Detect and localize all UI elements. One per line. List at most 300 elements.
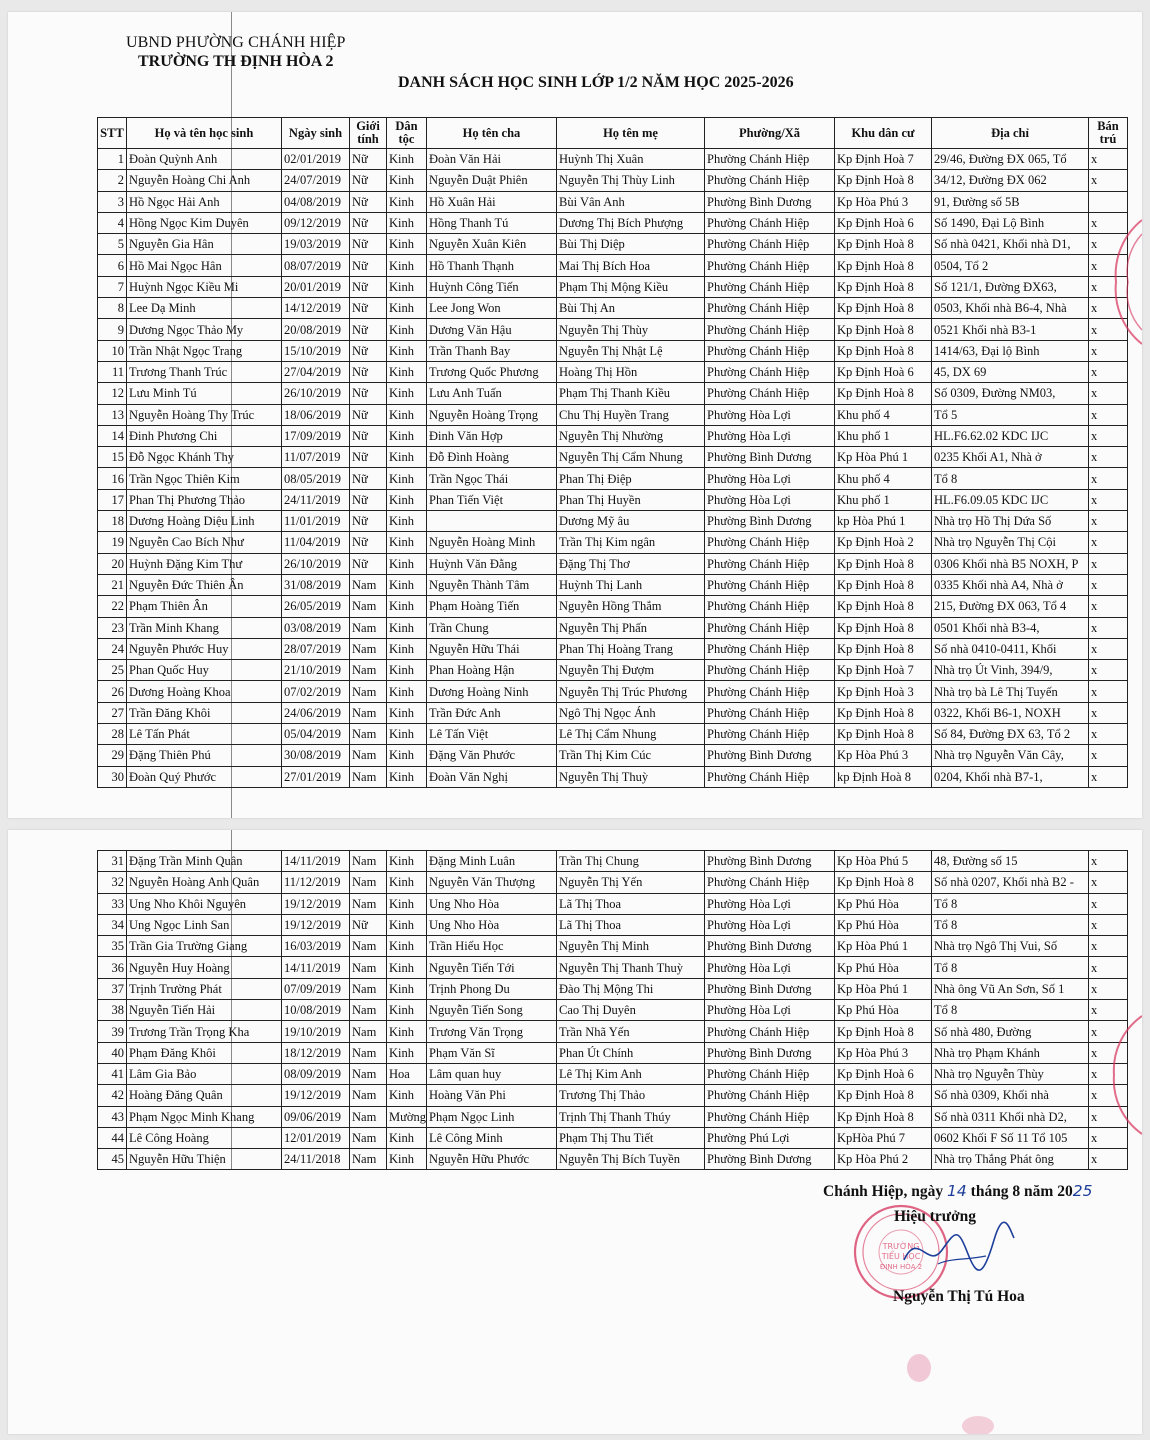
cell-address: Số nhà 0207, Khối nhà B2 -	[932, 872, 1089, 893]
cell-residential-area: kp Định Hoà 8	[835, 766, 932, 787]
cell-father-name: Trần Thanh Bay	[427, 340, 557, 361]
cell-boarding: x	[1089, 851, 1128, 872]
cell-ethnicity: Kinh	[387, 1085, 427, 1106]
cell-stt: 45	[98, 1149, 127, 1170]
cell-dob: 10/08/2019	[282, 1000, 350, 1021]
document-title: DANH SÁCH HỌC SINH LỚP 1/2 NĂM HỌC 2025-2026	[398, 74, 794, 91]
cell-student-name: Phạm Đăng Khôi	[127, 1042, 282, 1063]
cell-address: Nhà trọ Nguyễn Thùy	[932, 1063, 1089, 1084]
cell-stt: 21	[98, 574, 127, 595]
cell-residential-area: Kp Định Hoà 8	[835, 1085, 932, 1106]
col-header-dob: Ngày sinh	[282, 118, 350, 149]
cell-stt: 37	[98, 978, 127, 999]
cell-gender: Nam	[350, 766, 387, 787]
cell-residential-area: Khu phố 1	[835, 425, 932, 446]
cell-father-name	[427, 511, 557, 532]
cell-address: 0306 Khối nhà B5 NOXH, P	[932, 553, 1089, 574]
cell-stt: 5	[98, 234, 127, 255]
cell-father-name: Trần Đức Anh	[427, 702, 557, 723]
cell-student-name: Nguyễn Hữu Thiện	[127, 1149, 282, 1170]
cell-mother-name: Mai Thị Bích Hoa	[557, 255, 705, 276]
cell-boarding: x	[1089, 298, 1128, 319]
cell-student-name: Trần Ngọc Thiên Kim	[127, 468, 282, 489]
cell-father-name: Nguyễn Thành Tâm	[427, 574, 557, 595]
cell-father-name: Đặng Văn Phước	[427, 745, 557, 766]
cell-ethnicity: Kinh	[387, 724, 427, 745]
cell-dob: 17/09/2019	[282, 425, 350, 446]
cell-dob: 20/08/2019	[282, 319, 350, 340]
cell-ward: Phường Chánh Hiệp	[705, 724, 835, 745]
cell-gender: Nam	[350, 1042, 387, 1063]
cell-stt: 40	[98, 1042, 127, 1063]
cell-gender: Nam	[350, 872, 387, 893]
cell-address: 0335 Khối nhà A4, Nhà ở	[932, 574, 1089, 595]
cell-ethnicity: Kinh	[387, 212, 427, 233]
cell-father-name: Hồng Thanh Tú	[427, 212, 557, 233]
cell-mother-name: Nguyễn Thị Thùy	[557, 319, 705, 340]
header-block	[126, 34, 346, 71]
cell-address: Tổ 8	[932, 957, 1089, 978]
table-row	[98, 553, 1128, 574]
cell-father-name: Huỳnh Văn Đằng	[427, 553, 557, 574]
table-row	[98, 276, 1128, 297]
col-header-residential-area: Khu dân cư	[835, 118, 932, 149]
cell-ward: Phường Chánh Hiệp	[705, 276, 835, 297]
cell-address: Số 0309, Đường NM03,	[932, 383, 1089, 404]
cell-gender: Nữ	[350, 234, 387, 255]
cell-dob: 08/09/2019	[282, 1063, 350, 1084]
cell-gender: Nam	[350, 574, 387, 595]
cell-student-name: Huỳnh Ngọc Kiều Mi	[127, 276, 282, 297]
table-row	[98, 1127, 1128, 1148]
cell-residential-area: Kp Định Hoà 8	[835, 553, 932, 574]
cell-dob: 04/08/2019	[282, 191, 350, 212]
cell-boarding: x	[1089, 383, 1128, 404]
table-row	[98, 660, 1128, 681]
cell-father-name: Lâm quan huy	[427, 1063, 557, 1084]
cell-residential-area: Kp Định Hoà 8	[835, 319, 932, 340]
cell-address: Số nhà 0311 Khối nhà D2,	[932, 1106, 1089, 1127]
cell-dob: 08/05/2019	[282, 468, 350, 489]
svg-text:ĐỊNH HÒA 2: ĐỊNH HÒA 2	[879, 1263, 923, 1271]
cell-stt: 29	[98, 745, 127, 766]
cell-ethnicity: Kinh	[387, 745, 427, 766]
cell-boarding: x	[1089, 276, 1128, 297]
cell-mother-name: Nguyễn Thị Cẩm Nhung	[557, 447, 705, 468]
cell-ward: Phường Chánh Hiệp	[705, 553, 835, 574]
table-row	[98, 1042, 1128, 1063]
cell-student-name: Nguyễn Tiến Hải	[127, 1000, 282, 1021]
cell-address: Nhà trọ Nguyễn Văn Cây,	[932, 745, 1089, 766]
cell-dob: 16/03/2019	[282, 936, 350, 957]
cell-stt: 19	[98, 532, 127, 553]
cell-address: Nhà trọ Ngô Thị Vui, Số	[932, 936, 1089, 957]
table-row	[98, 766, 1128, 787]
cell-dob: 21/10/2019	[282, 660, 350, 681]
cell-ethnicity: Kinh	[387, 617, 427, 638]
cell-father-name: Trương Văn Trọng	[427, 1021, 557, 1042]
cell-stt: 18	[98, 511, 127, 532]
cell-address: 0504, Tổ 2	[932, 255, 1089, 276]
cell-dob: 20/01/2019	[282, 276, 350, 297]
cell-father-name: Nguyễn Hoàng Minh	[427, 532, 557, 553]
cell-stt: 31	[98, 851, 127, 872]
table-row	[98, 936, 1128, 957]
cell-stt: 35	[98, 936, 127, 957]
cell-gender: Nam	[350, 1021, 387, 1042]
cell-student-name: Đoàn Quý Phước	[127, 766, 282, 787]
cell-address: 0235 Khối A1, Nhà ở	[932, 447, 1089, 468]
cell-residential-area: Kp Hòa Phú 3	[835, 191, 932, 212]
cell-stt: 17	[98, 489, 127, 510]
cell-student-name: Nguyễn Đức Thiên Ân	[127, 574, 282, 595]
cell-boarding: x	[1089, 340, 1128, 361]
cell-stt: 41	[98, 1063, 127, 1084]
cell-residential-area: Kp Định Hoà 8	[835, 724, 932, 745]
cell-residential-area: Kp Định Hoà 8	[835, 574, 932, 595]
cell-ethnicity: Kinh	[387, 425, 427, 446]
cell-student-name: Nguyễn Cao Bích Như	[127, 532, 282, 553]
cell-gender: Nữ	[350, 489, 387, 510]
cell-residential-area: Kp Định Hoà 8	[835, 1106, 932, 1127]
cell-address: Số 84, Đường ĐX 63, Tổ 2	[932, 724, 1089, 745]
cell-address: 0503, Khối nhà B6-4, Nhà	[932, 298, 1089, 319]
cell-student-name: Trần Gia Trường Giang	[127, 936, 282, 957]
cell-stt: 14	[98, 425, 127, 446]
cell-ethnicity: Kinh	[387, 893, 427, 914]
cell-dob: 18/12/2019	[282, 1042, 350, 1063]
cell-father-name: Hồ Xuân Hải	[427, 191, 557, 212]
cell-stt: 30	[98, 766, 127, 787]
handwritten-day: 14	[947, 1182, 967, 1200]
cell-dob: 19/12/2019	[282, 893, 350, 914]
cell-gender: Nam	[350, 745, 387, 766]
cell-residential-area: Kp Định Hoà 8	[835, 276, 932, 297]
cell-student-name: Lưu Minh Tú	[127, 383, 282, 404]
cell-ward: Phường Chánh Hiệp	[705, 532, 835, 553]
cell-boarding: x	[1089, 170, 1128, 191]
cell-gender: Nữ	[350, 425, 387, 446]
cell-gender: Nam	[350, 936, 387, 957]
cell-residential-area: Kp Định Hoà 3	[835, 681, 932, 702]
cell-father-name: Phạm Hoàng Tiến	[427, 596, 557, 617]
cell-address: 0322, Khối B6-1, NOXH	[932, 702, 1089, 723]
cell-ethnicity: Kinh	[387, 1042, 427, 1063]
cell-address: 215, Đường ĐX 063, Tổ 4	[932, 596, 1089, 617]
cell-residential-area: Kp Hòa Phú 1	[835, 936, 932, 957]
cell-student-name: Nguyễn Hoàng Thy Trúc	[127, 404, 282, 425]
cell-mother-name: Chu Thị Huyền Trang	[557, 404, 705, 425]
cell-father-name: Lê Tấn Việt	[427, 724, 557, 745]
cell-gender: Nữ	[350, 340, 387, 361]
cell-ethnicity: Kinh	[387, 660, 427, 681]
cell-mother-name: Nguyễn Thị Thanh Thuỳ	[557, 957, 705, 978]
cell-boarding: x	[1089, 1000, 1128, 1021]
table-row	[98, 361, 1128, 382]
cell-gender: Nữ	[350, 361, 387, 382]
cell-mother-name: Lã Thị Thoa	[557, 893, 705, 914]
cell-mother-name: Phan Út Chính	[557, 1042, 705, 1063]
cell-student-name: Trương Trần Trọng Kha	[127, 1021, 282, 1042]
cell-ward: Phường Bình Dương	[705, 978, 835, 999]
cell-mother-name: Nguyễn Thị Phấn	[557, 617, 705, 638]
table-row	[98, 893, 1128, 914]
cell-student-name: Trịnh Trường Phát	[127, 978, 282, 999]
student-table-page-2	[97, 850, 1128, 1170]
cell-mother-name: Huỳnh Thị Xuân	[557, 149, 705, 170]
cell-gender: Nữ	[350, 447, 387, 468]
cell-gender: Nam	[350, 978, 387, 999]
cell-father-name: Đoàn Văn Nghị	[427, 766, 557, 787]
cell-ward: Phường Phú Lợi	[705, 1127, 835, 1148]
cell-ward: Phường Chánh Hiệp	[705, 319, 835, 340]
col-header-ethnicity: Dân tộc	[387, 118, 427, 149]
table-row	[98, 489, 1128, 510]
cell-dob: 15/10/2019	[282, 340, 350, 361]
cell-gender: Nam	[350, 638, 387, 659]
cell-address: 91, Đường số 5B	[932, 191, 1089, 212]
cell-gender: Nữ	[350, 170, 387, 191]
cell-address: Tổ 8	[932, 893, 1089, 914]
cell-ward: Phường Hòa Lợi	[705, 1000, 835, 1021]
cell-student-name: Trần Nhật Ngọc Trang	[127, 340, 282, 361]
cell-address: 1414/63, Đại lộ Bình	[932, 340, 1089, 361]
cell-stt: 3	[98, 191, 127, 212]
cell-father-name: Phạm Văn Sĩ	[427, 1042, 557, 1063]
cell-student-name: Hoàng Đăng Quân	[127, 1085, 282, 1106]
cell-stt: 33	[98, 893, 127, 914]
cell-residential-area: Kp Phú Hòa	[835, 893, 932, 914]
cell-ethnicity: Kinh	[387, 340, 427, 361]
cell-stt: 12	[98, 383, 127, 404]
cell-student-name: Đỗ Ngọc Khánh Thy	[127, 447, 282, 468]
cell-boarding: x	[1089, 745, 1128, 766]
cell-mother-name: Lã Thị Thoa	[557, 914, 705, 935]
cell-address: Nhà trọ bà Lê Thị Tuyến	[932, 681, 1089, 702]
signature-block	[823, 1182, 1133, 1305]
cell-address: 45, DX 69	[932, 361, 1089, 382]
cell-ward: Phường Hòa Lợi	[705, 893, 835, 914]
svg-text:TRƯỜNG: TRƯỜNG	[882, 1242, 920, 1251]
cell-student-name: Phạm Thiên Ân	[127, 596, 282, 617]
table-row	[98, 404, 1128, 425]
col-header-ward: Phường/Xã	[705, 118, 835, 149]
cell-gender: Nữ	[350, 404, 387, 425]
cell-stt: 43	[98, 1106, 127, 1127]
cell-ward: Phường Bình Dương	[705, 851, 835, 872]
cell-ward: Phường Hòa Lợi	[705, 957, 835, 978]
cell-stt: 42	[98, 1085, 127, 1106]
table-row	[98, 957, 1128, 978]
cell-ethnicity: Kinh	[387, 255, 427, 276]
cell-dob: 19/03/2019	[282, 234, 350, 255]
cell-address: Tổ 8	[932, 468, 1089, 489]
cell-father-name: Huỳnh Công Tiến	[427, 276, 557, 297]
cell-residential-area: Kp Định Hoà 7	[835, 660, 932, 681]
cell-boarding: x	[1089, 574, 1128, 595]
cell-mother-name: Phạm Thị Thu Tiết	[557, 1127, 705, 1148]
cell-student-name: Nguyễn Gia Hân	[127, 234, 282, 255]
cell-boarding: x	[1089, 489, 1128, 510]
cell-mother-name: Nguyễn Thị Bích Tuyền	[557, 1149, 705, 1170]
cell-ward: Phường Chánh Hiệp	[705, 149, 835, 170]
cell-father-name: Đoàn Văn Hải	[427, 149, 557, 170]
cell-gender: Nam	[350, 957, 387, 978]
cell-boarding: x	[1089, 724, 1128, 745]
cell-residential-area: Kp Hòa Phú 2	[835, 1149, 932, 1170]
cell-student-name: Nguyễn Hoàng Anh Quân	[127, 872, 282, 893]
seal-fragment-icon	[1098, 1010, 1142, 1140]
cell-address: Số nhà 0309, Khối nhà	[932, 1085, 1089, 1106]
cell-dob: 26/10/2019	[282, 383, 350, 404]
cell-ward: Phường Bình Dương	[705, 745, 835, 766]
cell-gender: Nữ	[350, 914, 387, 935]
table-row	[98, 149, 1128, 170]
table-row	[98, 596, 1128, 617]
cell-ward: Phường Chánh Hiệp	[705, 1021, 835, 1042]
cell-stt: 7	[98, 276, 127, 297]
table-row	[98, 468, 1128, 489]
cell-father-name: Nguyễn Tiến Song	[427, 1000, 557, 1021]
cell-gender: Nam	[350, 702, 387, 723]
cell-address: HL.F6.62.02 KDC IJC	[932, 425, 1089, 446]
cell-ethnicity: Kinh	[387, 914, 427, 935]
table-row	[98, 298, 1128, 319]
cell-gender: Nam	[350, 724, 387, 745]
cell-ward: Phường Hòa Lợi	[705, 425, 835, 446]
cell-father-name: Nguyễn Xuân Kiên	[427, 234, 557, 255]
cell-father-name: Lưu Anh Tuấn	[427, 383, 557, 404]
cell-mother-name: Nguyễn Hồng Thắm	[557, 596, 705, 617]
cell-residential-area: Khu phố 4	[835, 404, 932, 425]
cell-father-name: Nguyễn Tiến Tới	[427, 957, 557, 978]
cell-stt: 36	[98, 957, 127, 978]
cell-father-name: Nguyễn Văn Thượng	[427, 872, 557, 893]
table-row	[98, 872, 1128, 893]
cell-ethnicity: Kinh	[387, 681, 427, 702]
cell-boarding: x	[1089, 425, 1128, 446]
cell-residential-area: Kp Định Hoà 8	[835, 383, 932, 404]
handwritten-year: 25	[1072, 1182, 1093, 1200]
cell-ward: Phường Chánh Hiệp	[705, 702, 835, 723]
cell-boarding: x	[1089, 447, 1128, 468]
cell-stt: 23	[98, 617, 127, 638]
cell-address: 48, Đường số 15	[932, 851, 1089, 872]
cell-stt: 16	[98, 468, 127, 489]
cell-father-name: Phạm Ngọc Linh	[427, 1106, 557, 1127]
table-row	[98, 1021, 1128, 1042]
cell-ethnicity: Kinh	[387, 574, 427, 595]
cell-ethnicity: Kinh	[387, 511, 427, 532]
cell-father-name: Hoàng Văn Phi	[427, 1085, 557, 1106]
cell-ward: Phường Hòa Lợi	[705, 489, 835, 510]
seal-mark-icon	[901, 1350, 937, 1386]
col-header-mother: Họ tên mẹ	[557, 118, 705, 149]
cell-student-name: Hồ Ngọc Hải Anh	[127, 191, 282, 212]
school-name: TRƯỜNG TH ĐỊNH HÒA 2	[137, 53, 334, 70]
cell-student-name: Đoàn Quỳnh Anh	[127, 149, 282, 170]
cell-residential-area: Kp Định Hoà 2	[835, 532, 932, 553]
cell-address: Tổ 5	[932, 404, 1089, 425]
cell-boarding: x	[1089, 596, 1128, 617]
cell-ward: Phường Bình Dương	[705, 1149, 835, 1170]
cell-stt: 11	[98, 361, 127, 382]
cell-mother-name: Trịnh Thị Thanh Thúy	[557, 1106, 705, 1127]
cell-boarding: x	[1089, 1149, 1128, 1170]
cell-mother-name: Trần Thị Chung	[557, 851, 705, 872]
cell-ethnicity: Kinh	[387, 234, 427, 255]
cell-stt: 24	[98, 638, 127, 659]
cell-father-name: Nguyễn Hoàng Trọng	[427, 404, 557, 425]
table-row	[98, 255, 1128, 276]
cell-student-name: Phan Quốc Huy	[127, 660, 282, 681]
cell-gender: Nam	[350, 1063, 387, 1084]
table-row	[98, 511, 1128, 532]
cell-address: 34/12, Đường ĐX 062	[932, 170, 1089, 191]
cell-mother-name: Nguyễn Thị Trúc Phương	[557, 681, 705, 702]
cell-mother-name: Dương Mỹ âu	[557, 511, 705, 532]
cell-ward: Phường Hòa Lợi	[705, 468, 835, 489]
table-row	[98, 425, 1128, 446]
cell-student-name: Dương Hoàng Khoa	[127, 681, 282, 702]
cell-ethnicity: Kinh	[387, 404, 427, 425]
cell-student-name: Hồng Ngọc Kim Duyên	[127, 212, 282, 233]
cell-boarding: x	[1089, 511, 1128, 532]
cell-boarding: x	[1089, 319, 1128, 340]
cell-address: 0521 Khối nhà B3-1	[932, 319, 1089, 340]
table-row	[98, 447, 1128, 468]
cell-dob: 24/11/2018	[282, 1149, 350, 1170]
cell-student-name: Đinh Phương Chi	[127, 425, 282, 446]
cell-ethnicity: Kinh	[387, 447, 427, 468]
cell-father-name: Lee Jong Won	[427, 298, 557, 319]
cell-residential-area: Kp Phú Hòa	[835, 957, 932, 978]
cell-ethnicity: Kinh	[387, 383, 427, 404]
cell-boarding: x	[1089, 1021, 1128, 1042]
cell-mother-name: Bùi Thị Diệp	[557, 234, 705, 255]
cell-ward: Phường Chánh Hiệp	[705, 1106, 835, 1127]
cell-dob: 24/07/2019	[282, 170, 350, 191]
cell-dob: 28/07/2019	[282, 638, 350, 659]
cell-father-name: Dương Hoàng Ninh	[427, 681, 557, 702]
col-header-gender: Giới tính	[350, 118, 387, 149]
table-row	[98, 319, 1128, 340]
cell-dob: 11/01/2019	[282, 511, 350, 532]
cell-residential-area: Kp Định Hoà 8	[835, 596, 932, 617]
cell-residential-area: Kp Định Hoà 8	[835, 340, 932, 361]
cell-dob: 24/06/2019	[282, 702, 350, 723]
cell-mother-name: Phạm Thị Mộng Kiều	[557, 276, 705, 297]
cell-ethnicity: Kinh	[387, 191, 427, 212]
table-row	[98, 383, 1128, 404]
cell-gender: Nam	[350, 1149, 387, 1170]
cell-ethnicity: Kinh	[387, 553, 427, 574]
cell-ethnicity: Mường	[387, 1106, 427, 1127]
table-row	[98, 617, 1128, 638]
cell-ward: Phường Bình Dương	[705, 1042, 835, 1063]
cell-stt: 1	[98, 149, 127, 170]
cell-mother-name: Hoàng Thị Hồn	[557, 361, 705, 382]
document-page-2	[8, 830, 1142, 1434]
cell-dob: 08/07/2019	[282, 255, 350, 276]
cell-father-name: Ung Nho Hòa	[427, 914, 557, 935]
cell-boarding: x	[1089, 1127, 1128, 1148]
cell-gender: Nam	[350, 1000, 387, 1021]
cell-student-name: Lê Công Hoàng	[127, 1127, 282, 1148]
cell-boarding	[1089, 191, 1128, 212]
table-row	[98, 340, 1128, 361]
cell-gender: Nữ	[350, 298, 387, 319]
